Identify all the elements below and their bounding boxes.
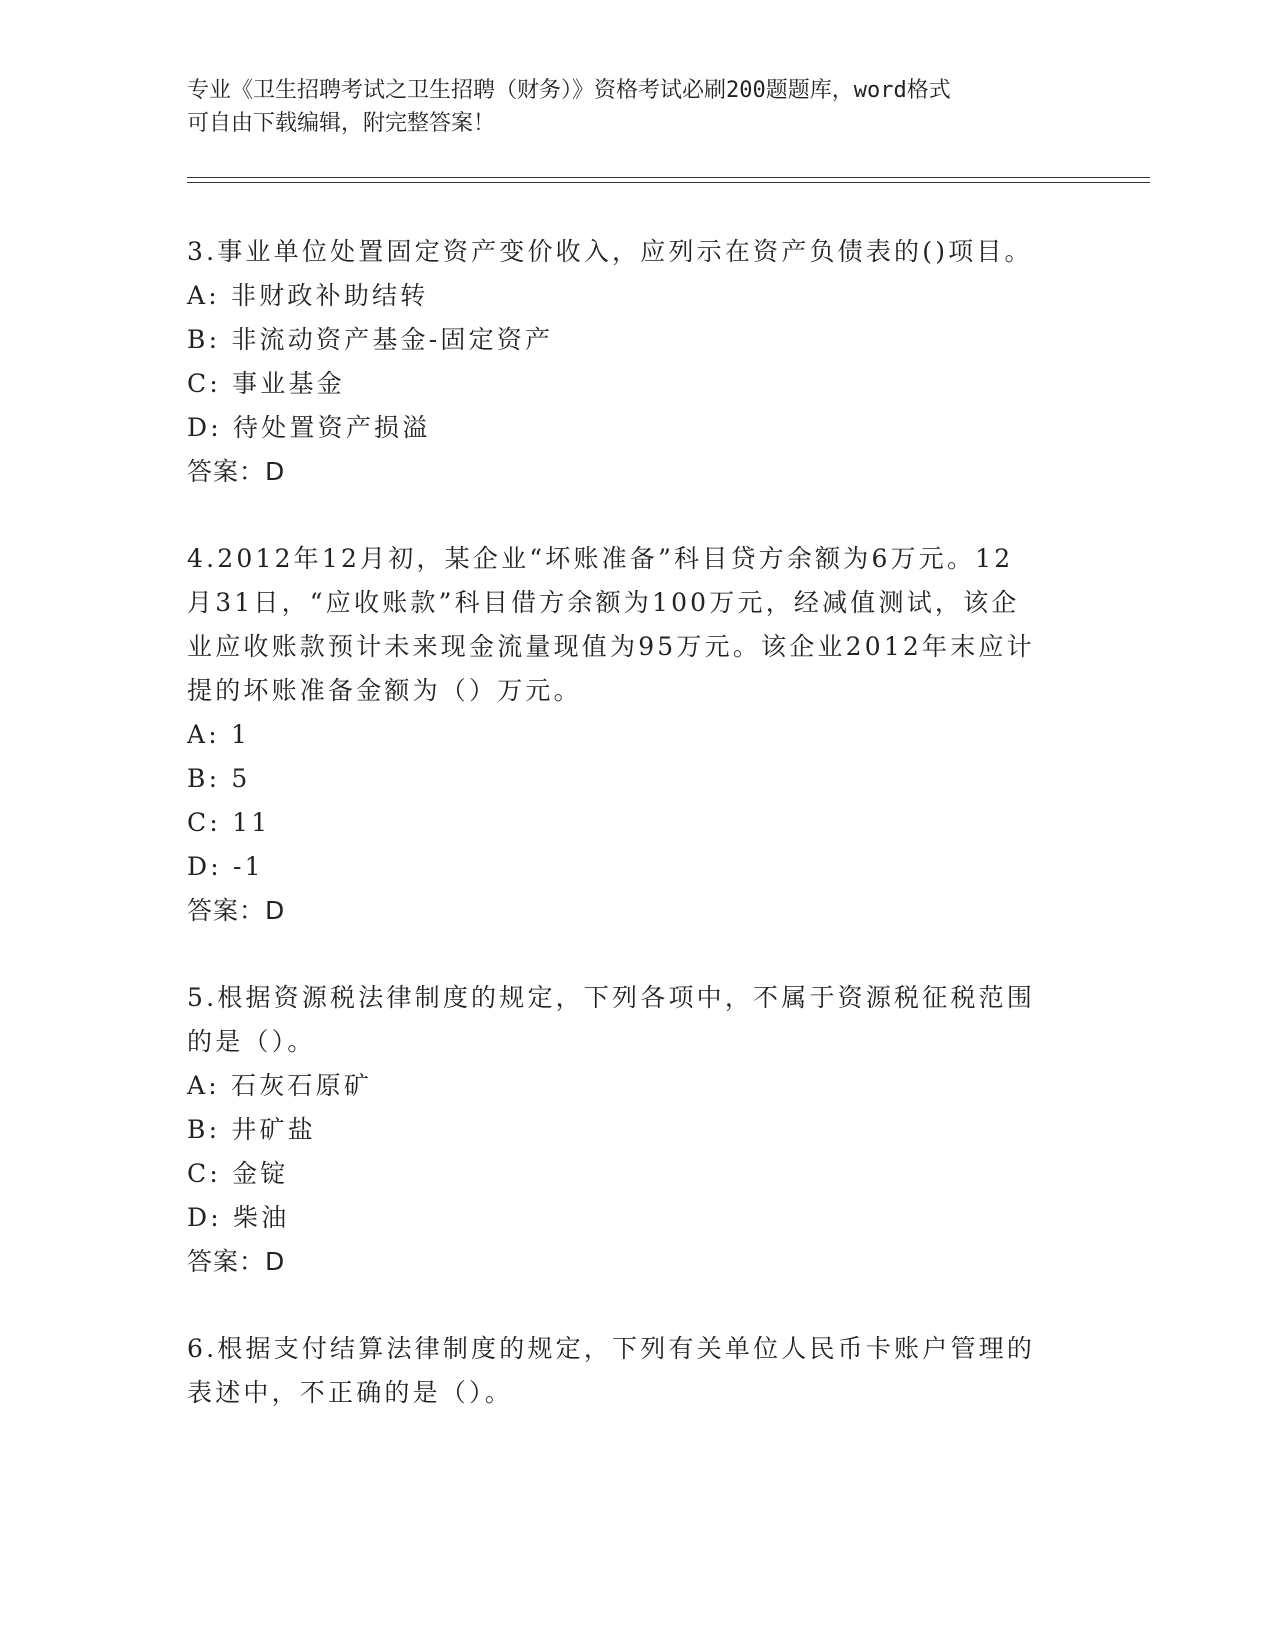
question-5-stem-line-2: 的是（）。 [187,1027,316,1056]
question-5-option-d: D: 柴油 [187,1203,290,1232]
question-4-answer: 答案：D [187,896,286,925]
question-4-option-b: B: 5 [187,764,251,793]
question-3-option-c: C: 事业基金 [187,369,345,398]
question-6-stem-line-1: 6.根据支付结算法律制度的规定，下列有关单位人民币卡账户管理的 [187,1334,1036,1363]
question-4-option-d: D: -1 [187,852,264,881]
question-3-answer: 答案：D [187,457,286,486]
question-3-option-b: B: 非流动资产基金-固定资产 [187,325,554,354]
question-4-option-a: A: 1 [187,720,251,749]
question-3-option-a: A: 非财政补助结转 [187,281,429,310]
question-5-option-b: B: 井矿盐 [187,1115,316,1144]
header-line-2: 可自由下载编辑，附完整答案！ [187,111,496,136]
header-divider-top [187,177,1150,178]
document-header [187,74,1067,140]
question-5-answer: 答案：D [187,1247,286,1276]
question-4-option-c: C: 11 [187,808,271,837]
question-3-stem-line-1: 3.事业单位处置固定资产变价收入，应列示在资产负债表的()项目。 [187,237,1033,266]
question-5-option-c: C: 金锭 [187,1159,289,1188]
question-5-option-a: A: 石灰石原矿 [187,1071,373,1100]
header-divider-bottom [187,182,1150,183]
question-4-stem-line-1: 4.2012年12月初，某企业“坏账准备”科目贷方余额为6万元。12 [187,544,1014,573]
question-4-stem-line-2: 月31日，“应收账款”科目借方余额为100万元，经减值测试，该企 [187,588,1020,617]
question-4-stem-line-3: 业应收账款预计未来现金流量现值为95万元。该企业2012年末应计 [187,632,1035,661]
question-5-stem-line-1: 5.根据资源税法律制度的规定，下列各项中，不属于资源税征税范围 [187,983,1036,1012]
question-6-stem-line-2: 表述中，不正确的是（）。 [187,1378,513,1407]
header-line-1: 专业《卫生招聘考试之卫生招聘（财务）》资格考试必刷200题题库，word格式 [187,78,951,103]
question-3-option-d: D: 待处置资产损溢 [187,413,431,442]
question-4-stem-line-4: 提的坏账准备金额为（）万元。 [187,676,582,705]
